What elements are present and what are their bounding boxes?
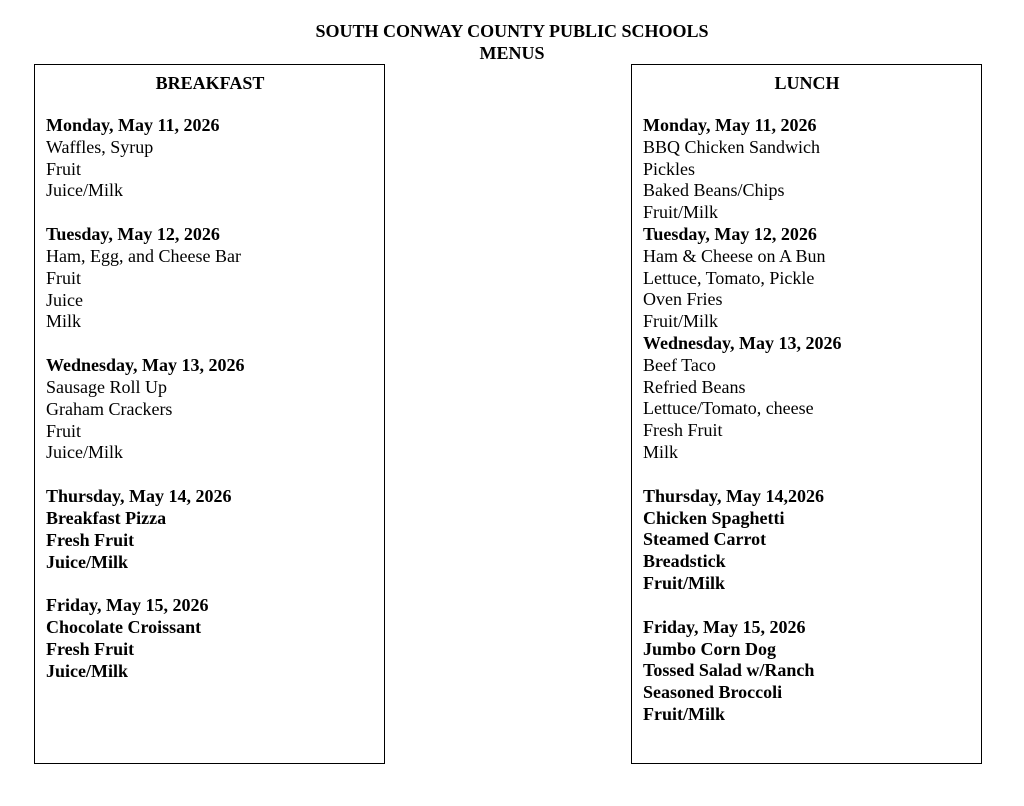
menus-subtitle: MENUS (479, 43, 545, 63)
lunch-day (643, 617, 971, 726)
lunch-day (643, 333, 971, 464)
lunch-day (643, 224, 971, 333)
breakfast-menu-item: Waffles, Syrup (46, 136, 154, 157)
lunch-menu-item: Fruit/Milk (643, 703, 725, 724)
breakfast-day-date: Monday, May 11, 2026 (46, 115, 220, 135)
breakfast-menu-item: Breakfast Pizza (46, 507, 167, 528)
lunch-menu-item: Tossed Salad w/Ranch (643, 660, 815, 681)
lunch-title: LUNCH (774, 73, 840, 93)
lunch-menu-item: Fresh Fruit (643, 420, 723, 441)
lunch-menu-item: BBQ Chicken Sandwich (643, 136, 820, 157)
breakfast-menu-item: Fruit (46, 267, 82, 288)
breakfast-title: BREAKFAST (155, 73, 265, 93)
lunch-menu-item: Chicken Spaghetti (643, 507, 785, 528)
breakfast-menu-item: Fresh Fruit (46, 638, 135, 659)
breakfast-menu-item: Chocolate Croissant (46, 617, 202, 638)
breakfast-menu-item: Fruit (46, 158, 82, 179)
lunch-day-date: Thursday, May 14,2026 (643, 485, 825, 506)
lunch-menu-item: Seasoned Broccoli (643, 682, 783, 703)
breakfast-menu-item: Sausage Roll Up (46, 376, 167, 397)
breakfast-day (46, 115, 374, 202)
lunch-menu-item: Lettuce/Tomato, cheese (643, 398, 814, 419)
breakfast-menu-item: Fresh Fruit (46, 529, 135, 550)
lunch-menu (631, 64, 982, 764)
lunch-menu-item: Fruit/Milk (643, 572, 725, 593)
breakfast-day-date: Thursday, May 14, 2026 (46, 486, 232, 507)
lunch-menu-item: Baked Beans/Chips (643, 180, 785, 201)
lunch-day-date: Monday, May 11, 2026 (643, 115, 817, 135)
lunch-menu-item: Ham & Cheese on A Bun (643, 245, 826, 266)
lunch-menu-item: Milk (643, 441, 679, 462)
lunch-day-date: Friday, May 15, 2026 (643, 616, 806, 637)
breakfast-menu-item: Juice/Milk (46, 442, 123, 463)
district-title: SOUTH CONWAY COUNTY PUBLIC SCHOOLS (315, 21, 709, 41)
breakfast-menu-item: Juice (46, 289, 83, 310)
breakfast-menu-item: Ham, Egg, and Cheese Bar (46, 245, 241, 266)
lunch-day-date: Tuesday, May 12, 2026 (643, 223, 817, 244)
lunch-day-date: Wednesday, May 13, 2026 (643, 332, 842, 353)
lunch-menu-item: Steamed Carrot (643, 529, 767, 550)
page-header (0, 20, 1024, 64)
breakfast-menu-item: Juice/Milk (46, 551, 128, 572)
lunch-day-list (643, 115, 971, 726)
breakfast-day-list (46, 115, 374, 683)
breakfast-day (46, 486, 374, 573)
breakfast-day-date: Friday, May 15, 2026 (46, 595, 209, 616)
lunch-menu-item: Pickles (643, 158, 695, 179)
breakfast-menu-item: Juice/Milk (46, 660, 128, 681)
lunch-menu-item: Refried Beans (643, 376, 746, 397)
breakfast-day (46, 224, 374, 333)
breakfast-day-date: Wednesday, May 13, 2026 (46, 355, 245, 376)
lunch-menu-item: Lettuce, Tomato, Pickle (643, 267, 815, 288)
breakfast-menu-item: Juice/Milk (46, 180, 123, 201)
lunch-menu-item: Jumbo Corn Dog (643, 638, 777, 659)
breakfast-day (46, 355, 374, 464)
breakfast-menu-item: Graham Crackers (46, 398, 173, 419)
breakfast-menu-item: Milk (46, 311, 82, 332)
lunch-menu-item: Fruit/Milk (643, 202, 719, 223)
breakfast-day-date: Tuesday, May 12, 2026 (46, 224, 220, 245)
lunch-day (643, 115, 971, 224)
lunch-menu-item: Fruit/Milk (643, 311, 719, 332)
lunch-menu-item: Breadstick (643, 551, 726, 572)
lunch-menu-item: Beef Taco (643, 354, 716, 375)
lunch-menu-item: Oven Fries (643, 289, 723, 310)
breakfast-day (46, 595, 374, 682)
breakfast-menu (34, 64, 385, 764)
breakfast-menu-item: Fruit (46, 420, 82, 441)
lunch-day (643, 486, 971, 595)
